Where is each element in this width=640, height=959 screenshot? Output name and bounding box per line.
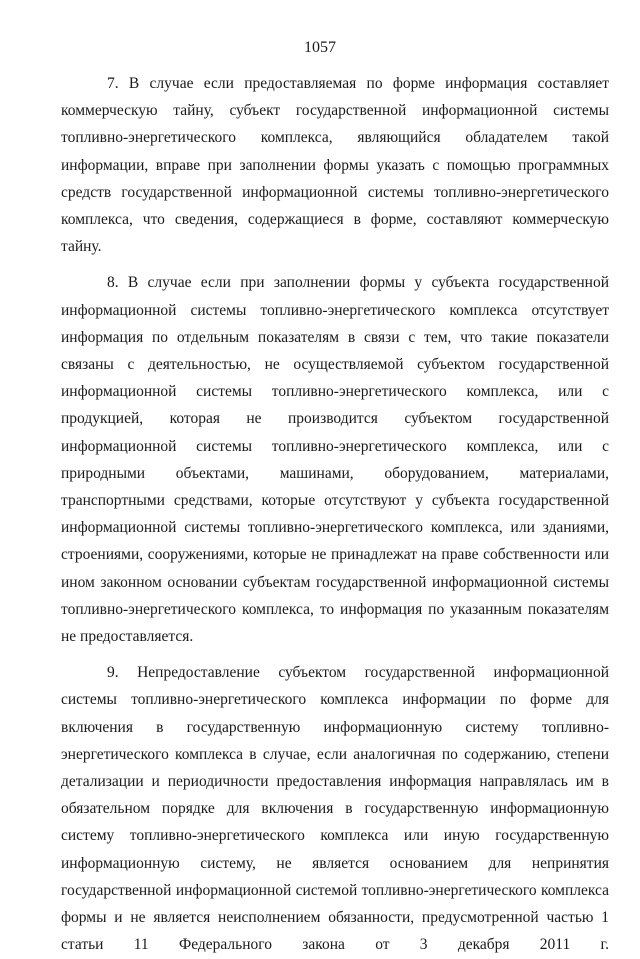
body-text xyxy=(61,70,609,959)
paragraph-7: 7. В случае если предоставляемая по форме информация составляет коммерческую тайну, субъект государственной информационной системы топливно-энергетического комплекса, являющийся обладателем такой информации, вправе при заполнении формы указать с помощью программных средств государственной информационной системы топливно-энергетического комплекса, что сведения, содержащиеся в форме, составляют коммерческую тайну. xyxy=(61,75,609,256)
paragraph-8: 8. В случае если при заполнении формы у субъекта государственной информационной системы топливно-энергетического комплекса отсутствует информация по отдельным показателям в связи с тем, что такие показатели связаны с деятельностью, не осуществляемой субъектом государственной информационной системы топливно-энергетического комплекса, или с продукцией, которая не производится субъектом государственной информационной системы топливно-энергетического комплекса, или с природными объектами, машинами, оборудованием, материалами, транспортными средствами, которые отсутствуют у субъекта государственной информационной системы топливно-энергетического комплекса, или зданиями, строениями, сооружениями, которые не принадлежат на праве собственности или ином законном основании субъектам государственной информационной системы топливно-энергетического комплекса, то информация по указанным показателям не предоставляется. xyxy=(61,274,609,646)
paragraph-9: 9. Непредоставление субъектом государственной информационной системы топливно-энергетического комплекса информации по форме для включения в государственную информационную систему топливно-энергетического комплекса в случае, если аналогичная по содержанию, степени детализации и периодичности предоставления информация направлялась им в обязательном порядке для включения в государственную информационную систему топливно-энергетического комплекса или иную государственную информационную систему, не является основанием для непринятия государственной информационной системой топливно-энергетического комплекса формы и не является неисполнением обязанности, предусмотренной частью 1 статьи 11 Федерального закона от 3 декабря 2011 г. xyxy=(61,664,609,954)
page-number: 1057 xyxy=(304,39,336,56)
